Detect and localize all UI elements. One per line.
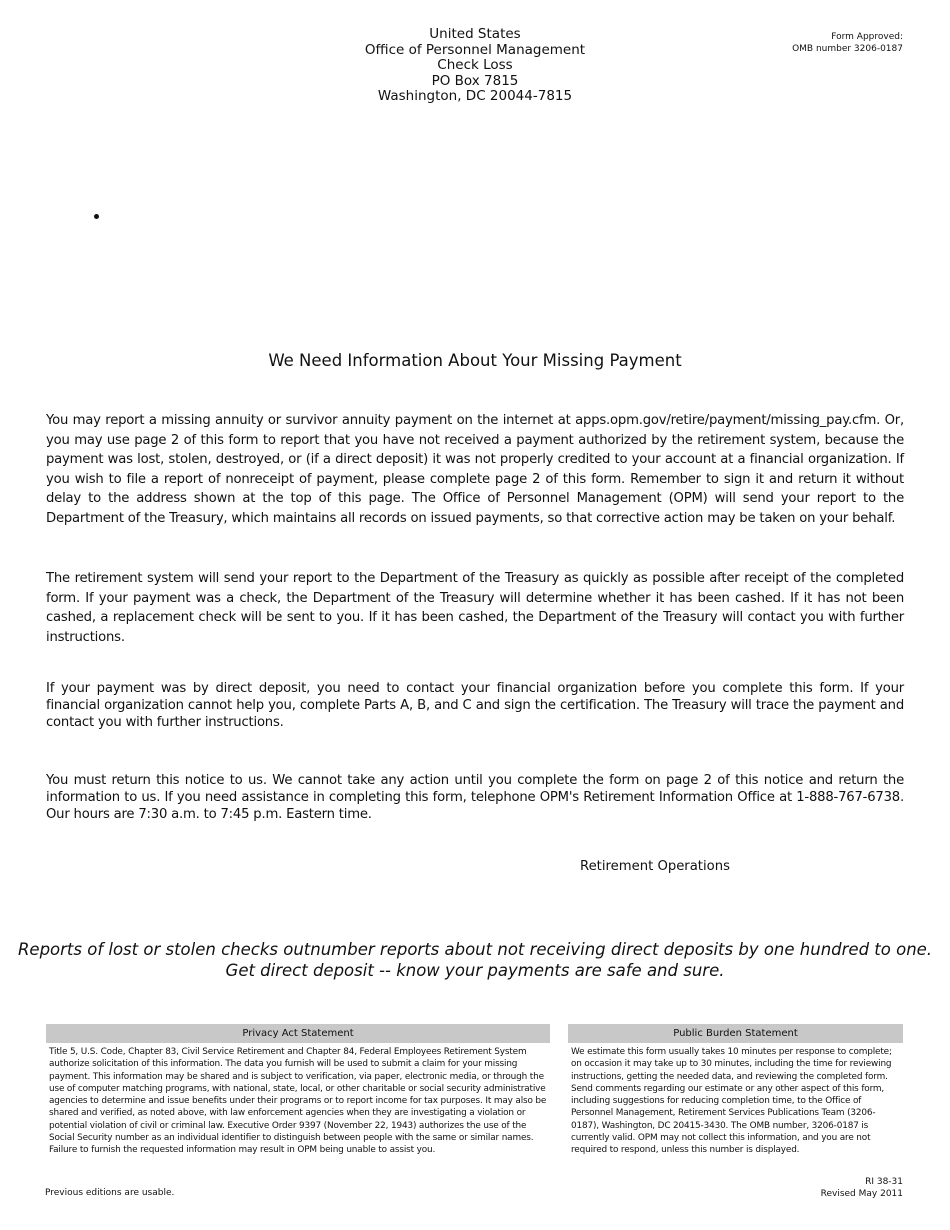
agency-line: Office of Personnel Management [364,41,586,58]
agency-line: Washington, DC 20044-7815 [377,88,573,104]
privacy-act-heading: Privacy Act Statement [46,1024,550,1043]
form-approved-label: Form Approved: [831,32,903,42]
form-number-block [821,1176,903,1200]
public-burden-heading: Public Burden Statement [568,1024,903,1043]
form-approval-block [792,31,903,55]
signoff: Retirement Operations [580,859,730,874]
agency-address-block [300,27,650,105]
privacy-act-text: Title 5, U.S. Code, Chapter 83, Civil Service Retirement and Chapter 84, Federal Employees Retirement System authorize solicitation of this information. The data you furnish will be used to submit a claim for your missing payment. This information may be shared and is subject to verification, via paper, electronic media, or through the use of computer matching programs, with national, state, local, or other charitable or social security administrative agencies to determine and issue benefits under their programs or to report income for tax purposes. It may also be shared and verified, as noted above, with law enforcement agencies when they are investigating a violation or potential violation of civil or criminal law. Executive Order 9397 (November 22, 1943) authorizes the use of the Social Security number as an individual identifier to distinguish between people with the same or similar names. Failure to furnish the requested information may result in OPM being unable to assist you. [49,1047,547,1156]
form-number: RI 38-31 [865,1177,903,1187]
tagline-line: Reports of lost or stolen checks outnumber reports about not receiving direct deposits by one hundred to one. [17,940,933,959]
privacy-act-statement [46,1024,550,1157]
paragraph-direct-deposit: If your payment was by direct deposit, you need to contact your financial organization before you complete this form. If your financial organization cannot help you, complete Parts A, B, and C and sign the certification. The Treasury will trace the payment and contact you with further instructions. [46,681,904,730]
previous-editions-note: Previous editions are usable. [45,1188,175,1198]
paragraph-return-notice: You must return this notice to us. We cannot take any action until you complete the form on page 2 of this notice and return the information to us. If you need assistance in completing this form, telephone OPM's Retirement Information Office at 1-888-767-6738. Our hours are 7:30 a.m. to 7:45 p.m. Eastern time. [46,773,904,822]
agency-line: PO Box 7815 [431,72,519,89]
agency-line: United States [429,26,521,42]
direct-deposit-tagline [0,939,950,981]
tagline-line: Get direct deposit -- know your payments are safe and sure. [225,961,725,980]
paragraph-missing-payment: You may report a missing annuity or survivor annuity payment on the internet at apps.opm.gov/retire/payment/missing_pay.cfm. Or, you may use page 2 of this form to report that you have not received a payment authorized by the retirement system, because the payment was lost, stolen, destroyed, or (if a direct deposit) it was not properly credited to your account at a financial organization. If you wish to file a report of nonreceipt of payment, please complete page 2 of this form. Remember to sign it and return it without delay to the address shown at the top of this page. The Office of Personnel Management (OPM) will send your report to the Department of the Treasury, which maintains all records on issued payments, so that corrective action may be taken on your behalf. [46,413,904,526]
omb-number: OMB number 3206-0187 [792,44,903,54]
public-burden-text: We estimate this form usually takes 10 minutes per response to complete; on occasion it may take up to 30 minutes, including the time for reviewing instructions, getting the needed data, and reviewing the completed form. Send comments regarding our estimate or any other aspect of this form, including suggestions for reducing completion time, to the Office of Personnel Management, Retirement Services Publications Team (3206-0187), Washington, DC 20415-3430. The OMB number, 3206-0187 is currently valid. OPM may not collect this information, and you are not required to respond, unless this number is displayed. [571,1047,892,1156]
revision-date: Revised May 2011 [820,1189,903,1199]
bullet-dot-icon [94,214,99,219]
page-title: We Need Information About Your Missing Payment [268,351,682,370]
agency-line: Check Loss [437,57,513,73]
paragraph-treasury-process: The retirement system will send your report to the Department of the Treasury as quickly as possible after receipt of the completed form. If your payment was a check, the Department of the Treasury will determine whether it has been cashed. If it has not been cashed, a replacement check will be sent to you. If it has been cashed, the Department of the Treasury will contact you with further instructions. [46,571,904,645]
public-burden-statement [568,1024,903,1157]
